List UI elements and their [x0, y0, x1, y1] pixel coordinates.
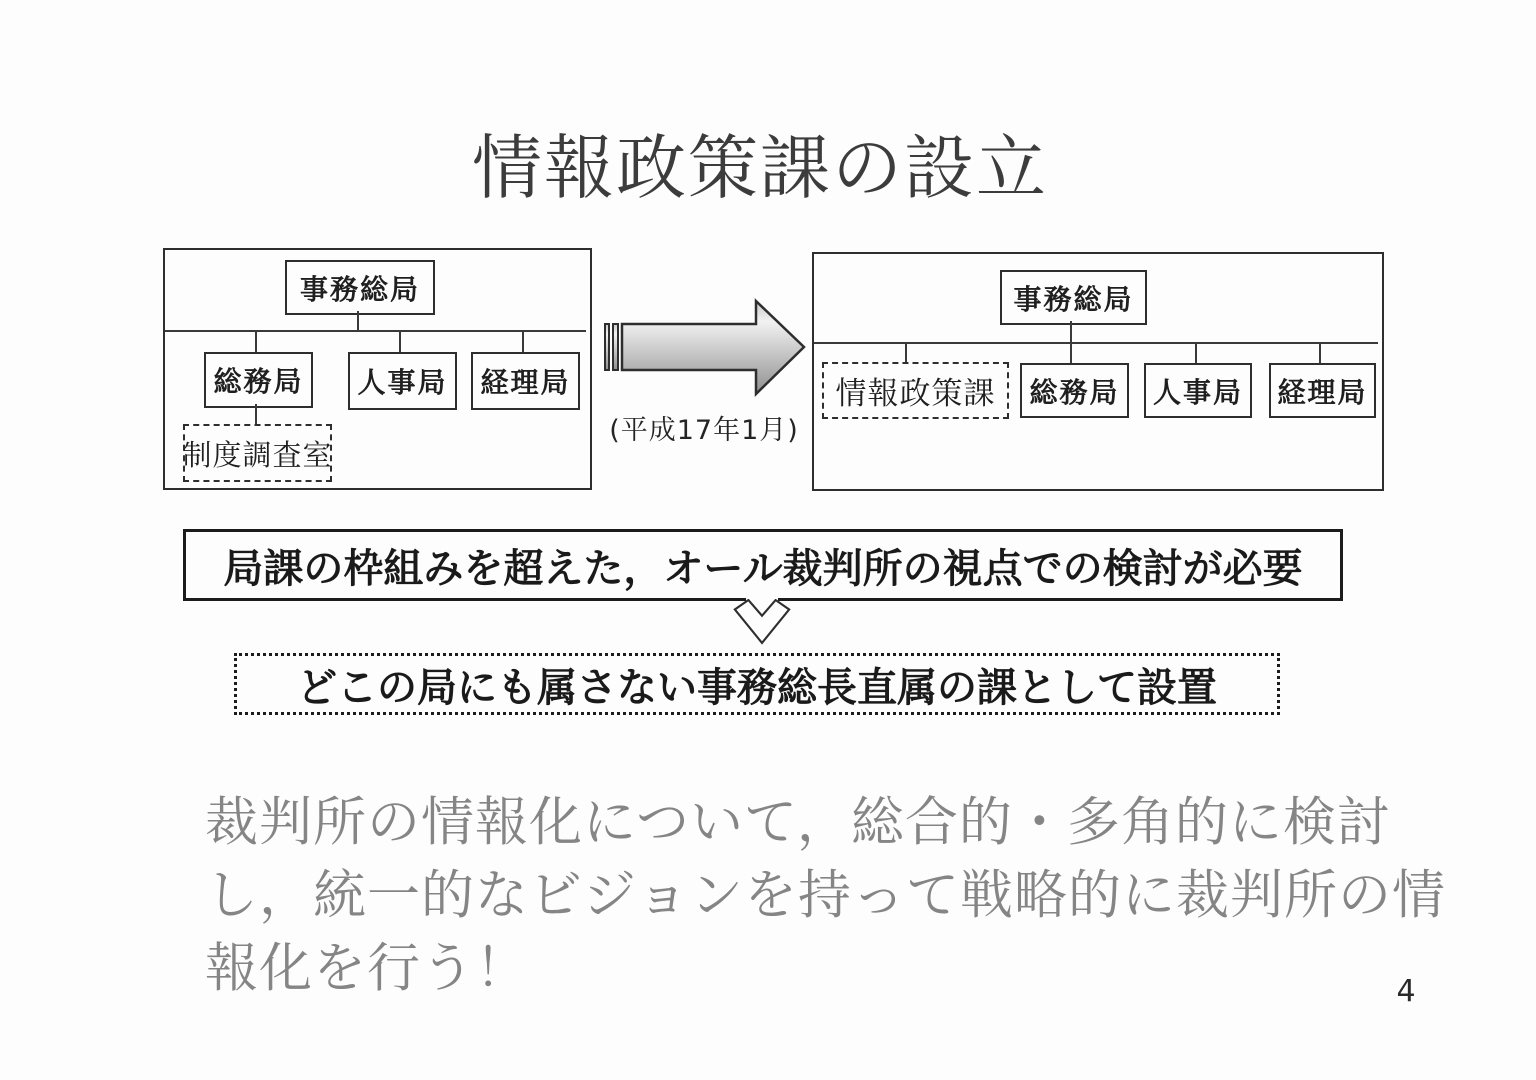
connector-before-root-stub	[357, 311, 359, 331]
page-title: 情報政策課の設立	[472, 127, 1048, 209]
org-before-subunit-box	[183, 424, 332, 482]
org-after-dept2-label: 人事局	[1152, 375, 1243, 409]
org-before-root-box	[285, 260, 435, 315]
transition-arrow-icon	[600, 295, 810, 405]
org-after-dept3-box	[1269, 363, 1376, 418]
connector-before-subunit-stub	[255, 404, 257, 424]
mission-text	[205, 786, 1446, 1005]
connector-before-dept1-stub	[255, 331, 257, 352]
org-after-dept2-box	[1144, 363, 1252, 418]
page-number: 4	[1396, 974, 1416, 1009]
connector-before-dept2-stub	[399, 331, 401, 352]
connector-after-dept3-stub	[1319, 343, 1321, 363]
mission-line-2: し，統一的なビジョンを持って戦略的に裁判所の情	[205, 865, 1446, 926]
connector-after-newunit-stub	[905, 343, 907, 363]
connector-before-dept3-stub	[522, 331, 524, 352]
org-after-newunit-label: 情報政策課	[835, 376, 996, 412]
org-after-newunit-box	[822, 362, 1009, 419]
org-before-subunit-label: 制度調査室	[182, 437, 333, 472]
statement-setup-banner	[234, 653, 1280, 715]
org-after-root-box	[1000, 270, 1147, 325]
mission-line-1: 裁判所の情報化について，総合的・多角的に検討	[205, 792, 1391, 853]
org-before-root-label: 事務総局	[299, 272, 420, 306]
mission-line-3: 報化を行う！	[205, 938, 529, 999]
org-before-dept3-label: 経理局	[480, 366, 571, 399]
org-after-root-label: 事務総局	[1013, 282, 1134, 316]
connector-after-dept2-stub	[1195, 343, 1197, 363]
org-before-dept3-box	[471, 352, 580, 410]
org-before-dept2-box	[348, 352, 457, 410]
org-before-dept1-box	[204, 352, 313, 408]
org-after-dept1-box	[1020, 363, 1129, 418]
org-before-dept2-label: 人事局	[357, 366, 448, 399]
statement-need-text: 局課の枠組みを超えた，オール裁判所の視点での検討が必要	[223, 545, 1303, 592]
statement-need-banner	[183, 529, 1343, 601]
connector-after-horizontal	[814, 342, 1378, 344]
transition-date-label: (平成17年1月)	[609, 415, 799, 446]
org-before-dept1-label: 総務局	[213, 365, 304, 398]
org-after-dept1-label: 総務局	[1029, 375, 1120, 409]
org-after-dept3-label: 経理局	[1277, 375, 1368, 409]
statement-setup-text: どこの局にも属さない事務総長直属の課として設置	[297, 664, 1217, 711]
down-arrow-icon	[733, 599, 791, 645]
